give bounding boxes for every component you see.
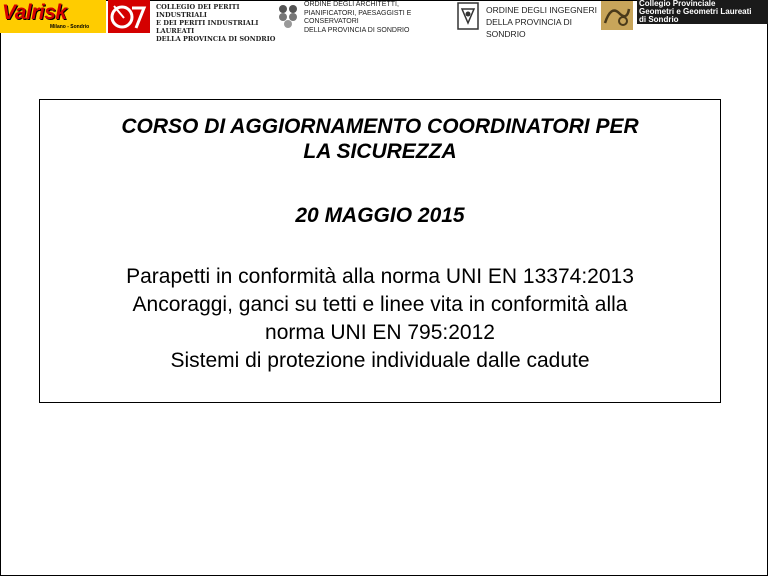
course-topic-line: norma UNI EN 795:2012 [265, 321, 495, 344]
course-info-box [39, 99, 721, 403]
architetti-logo-line: DELLA PROVINCIA DI SONDRIO [304, 26, 410, 34]
course-title-line: CORSO DI AGGIORNAMENTO COORDINATORI PER [121, 115, 639, 138]
course-topic-line: Parapetti in conformità alla norma UNI EN 13374:2013 [126, 265, 634, 288]
geometri-logo-line: Geometri e Geometri Laureati [639, 7, 752, 16]
geometri-logo-text [637, 0, 768, 24]
valrisk-logo-tagline: Milano - Sondrio [50, 24, 90, 30]
ingegneri-logo-text [486, 4, 598, 40]
course-topic-line: Sistemi di protezione individuale dalle cadute [170, 349, 590, 372]
architetti-logo-line: PIANIFICATORI, PAESAGGISTI E CONSERVATORI [304, 9, 412, 26]
course-topics [40, 263, 720, 375]
course-topic-line: Ancoraggi, ganci su tetti e linee vita in conformità alla [132, 293, 628, 316]
ingegneri-logo-line: ORDINE DEGLI INGEGNERI [486, 5, 597, 15]
periti-logo-text [156, 3, 276, 43]
course-title [40, 114, 720, 164]
architetti-logo-icon [277, 3, 299, 29]
logo-bar [0, 0, 768, 43]
periti-logo-line: COLLEGIO DEI PERITI INDUSTRIALI [156, 3, 240, 19]
periti-logo-icon [108, 0, 150, 33]
periti-logo-line: DELLA PROVINCIA DI SONDRIO [156, 35, 276, 43]
ingegneri-logo-line: DELLA PROVINCIA DI SONDRIO [486, 17, 572, 39]
periti-logo-line: E DEI PERITI INDUSTRIALI LAUREATI [156, 19, 259, 35]
ingegneri-logo-icon [456, 1, 480, 31]
architetti-logo-text [304, 1, 454, 35]
valrisk-logo [0, 0, 106, 33]
geometri-logo-line: Collegio Provinciale [639, 0, 716, 8]
course-date: 20 MAGGIO 2015 [295, 204, 465, 227]
course-title-line: LA SICUREZZA [303, 140, 457, 163]
geometri-logo-line: di Sondrio [639, 15, 679, 24]
valrisk-logo-name: Valrisk [2, 1, 67, 24]
geometri-logo-icon [601, 1, 633, 30]
architetti-logo-line: ORDINE DEGLI ARCHITETTI, [304, 1, 399, 8]
